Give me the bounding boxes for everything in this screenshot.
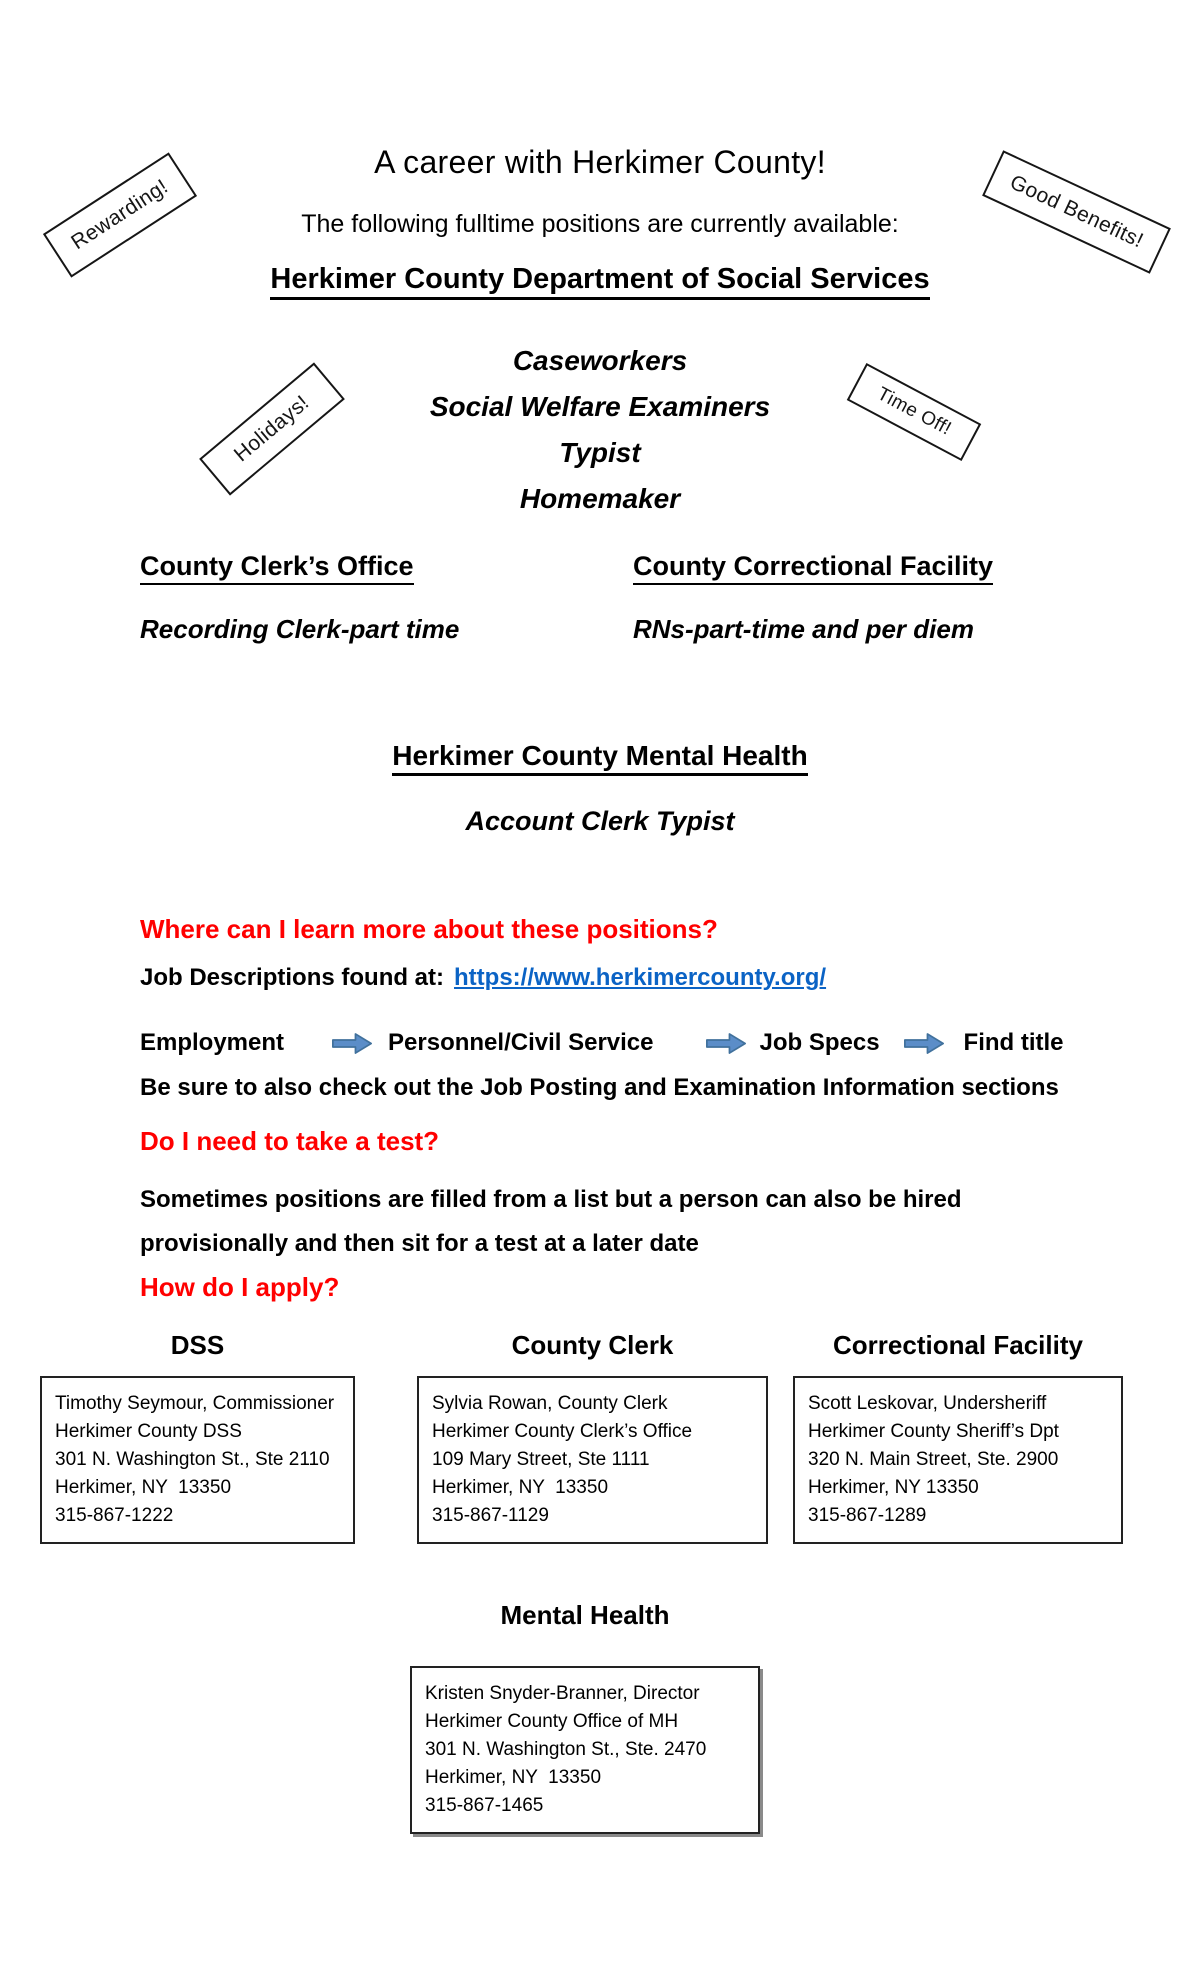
job-descriptions-line	[140, 964, 826, 992]
contact-card-dss	[40, 1376, 355, 1544]
social-services-positions	[0, 338, 1200, 522]
site-navigation-steps	[140, 1022, 1064, 1064]
contact-line: 301 N. Washington St., Ste 2110	[55, 1449, 330, 1470]
social-services-heading	[0, 263, 1200, 296]
nav-step-job-specs: Job Specs	[759, 1029, 880, 1056]
job-posting-note: Be sure to also check out the Job Posting and Examination Information sections	[140, 1074, 1059, 1101]
contact-line: Herkimer, NY 13350	[425, 1767, 602, 1788]
contact-line: Herkimer, NY 13350	[55, 1477, 232, 1498]
holidays-badge-label: Holidays!	[229, 390, 314, 467]
county-clerk-office-heading	[140, 551, 414, 582]
contact-card-mental-health	[410, 1666, 760, 1834]
nav-step-find-title: Find title	[963, 1029, 1064, 1056]
contact-heading-dss: DSS	[170, 1330, 225, 1360]
contact-line: Herkimer County DSS	[55, 1421, 242, 1442]
correctional-facility-heading-text: County Correctional Facility	[633, 551, 993, 585]
position-item: Caseworkers	[512, 345, 688, 376]
test-body-line: provisionally and then sit for a test at a later date	[140, 1230, 699, 1257]
position-item: Typist	[559, 437, 641, 468]
contact-heading-county-clerk: County Clerk	[511, 1330, 674, 1360]
job-descriptions-label: Job Descriptions found at:	[140, 964, 445, 991]
nav-step-employment: Employment	[140, 1029, 285, 1056]
page-title: A career with Herkimer County!	[374, 144, 826, 180]
contact-line: 315-867-1129	[432, 1505, 549, 1526]
contact-line: Scott Leskovar, Undersheriff	[808, 1393, 1047, 1414]
county-clerk-office-heading-text: County Clerk’s Office	[140, 551, 414, 585]
contact-heading-correctional-facility: Correctional Facility	[833, 1330, 1083, 1360]
contact-line: Herkimer, NY 13350	[808, 1477, 979, 1498]
social-services-heading-text: Herkimer County Department of Social Services	[270, 263, 929, 300]
arrow-right-icon	[332, 1031, 372, 1056]
contact-line: Herkimer, NY 13350	[432, 1477, 609, 1498]
contact-line: 301 N. Washington St., Ste. 2470	[425, 1739, 707, 1760]
mental-health-heading	[0, 740, 1200, 772]
correctional-facility-position: RNs-part-time and per diem	[633, 614, 974, 644]
contact-line: Herkimer County Clerk’s Office	[432, 1421, 693, 1442]
contact-line: Herkimer County Sheriff’s Dpt	[808, 1421, 1059, 1442]
learn-more-heading: Where can I learn more about these positions?	[140, 914, 718, 944]
contact-line: 109 Mary Street, Ste 1111	[432, 1449, 650, 1470]
rewarding-badge-label: Rewarding!	[67, 174, 173, 255]
contact-line: 315-867-1465	[425, 1795, 544, 1816]
mental-health-position: Account Clerk Typist	[465, 806, 735, 836]
nav-step-personnel-civil-service: Personnel/Civil Service	[388, 1029, 654, 1056]
mental-health-heading-text: Herkimer County Mental Health	[392, 740, 807, 776]
test-heading: Do I need to take a test?	[140, 1126, 440, 1156]
good-benefits-badge-label: Good Benefits!	[1006, 170, 1148, 253]
contact-line: 315-867-1289	[808, 1505, 927, 1526]
contact-line: 320 N. Main Street, Ste. 2900	[808, 1449, 1059, 1470]
page-subtitle: The following fulltime positions are currently available:	[301, 210, 899, 238]
time-off-badge-label: Time Off!	[873, 383, 955, 440]
county-clerk-office-position: Recording Clerk-part time	[140, 614, 460, 644]
correctional-facility-heading	[633, 551, 993, 582]
test-body-line: Sometimes positions are filled from a list but a person can also be hired	[140, 1186, 962, 1213]
contact-line: Timothy Seymour, Commissioner	[55, 1393, 335, 1414]
contact-line: Herkimer County Office of MH	[425, 1711, 679, 1732]
contact-line: Sylvia Rowan, County Clerk	[432, 1393, 668, 1414]
contact-card-correctional-facility	[793, 1376, 1123, 1544]
contact-card-county-clerk	[417, 1376, 768, 1544]
apply-heading: How do I apply?	[140, 1272, 340, 1302]
contact-line: 315-867-1222	[55, 1505, 174, 1526]
contact-line: Kristen Snyder-Branner, Director	[425, 1683, 700, 1704]
arrow-right-icon	[706, 1031, 746, 1056]
arrow-right-icon	[904, 1031, 944, 1056]
position-item: Homemaker	[519, 483, 681, 514]
herkimer-county-link[interactable]: https://www.herkimercounty.org/	[454, 964, 827, 991]
test-body	[140, 1178, 1010, 1266]
contact-heading-mental-health: Mental Health	[500, 1600, 670, 1630]
position-item: Social Welfare Examiners	[429, 391, 771, 422]
